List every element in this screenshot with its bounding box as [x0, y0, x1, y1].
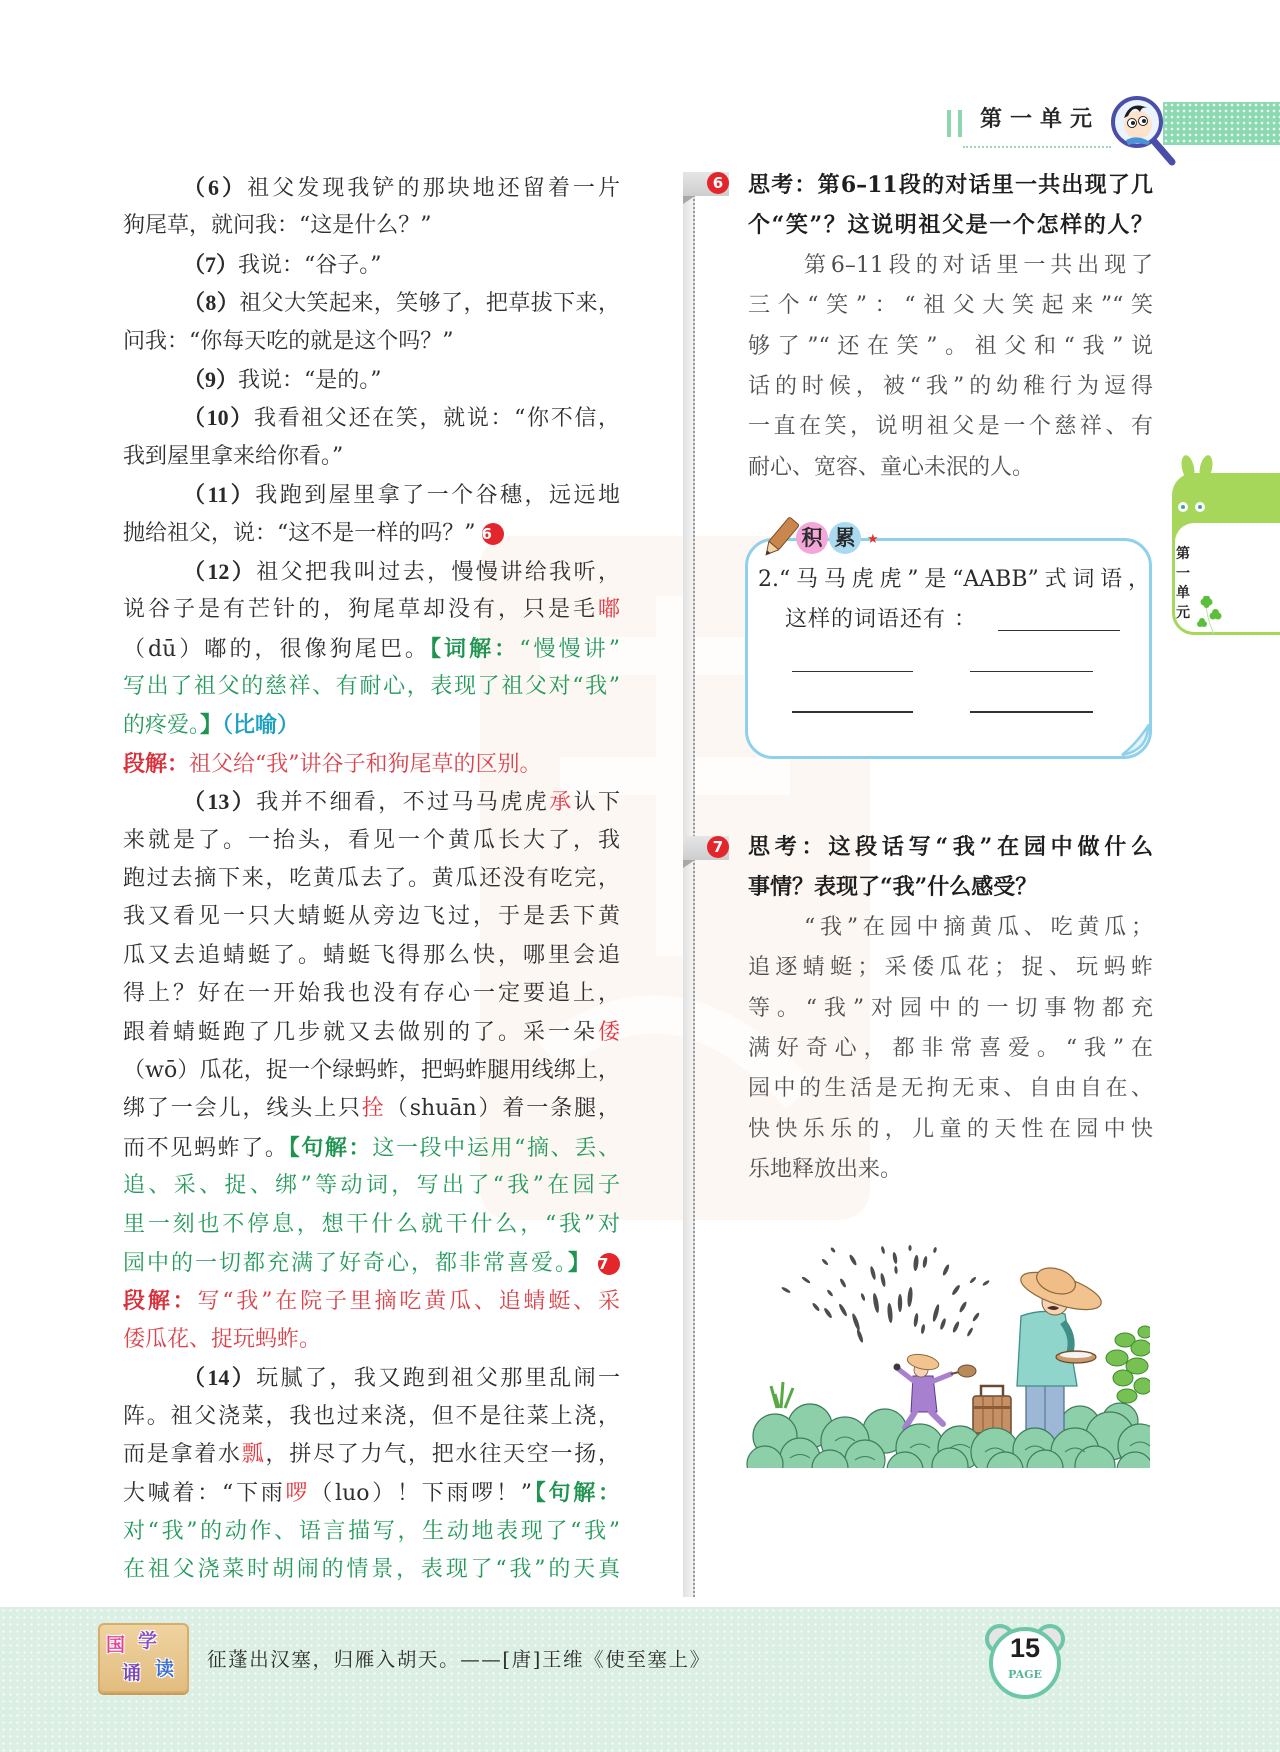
text-line: [123, 399, 620, 437]
paragraph-number: （13）: [183, 789, 257, 815]
annotation-text: 对“我”的动作、语言描写，生动地表现了“我”: [123, 1518, 620, 1544]
annotation-text: 里一刻也不停息，想干什么就干什么，“我”对: [123, 1211, 620, 1237]
question-line: 事情？表现了“我”什么感受？: [748, 874, 1038, 901]
text-line: [123, 476, 620, 514]
text-line: [123, 1014, 620, 1052]
badge-char: 学: [138, 1630, 158, 1652]
text: 得上？好在一开始我也没有存心一定要追上，: [123, 981, 620, 1007]
clover-icon: [1194, 596, 1224, 636]
text: 阵。祖父浇菜，我也过来浇，但不是往菜上浇，: [123, 1403, 620, 1429]
text: 我到屋里拿来给你看。”: [123, 443, 344, 469]
text: 来就是了。一抬头，看见一个黄瓜长大了，我: [123, 827, 620, 853]
paragraph-number: （11）: [183, 482, 256, 508]
bean-plant-icon: [1106, 1326, 1150, 1403]
star-icon: ★: [867, 532, 879, 547]
paragraph-number: （6）: [183, 175, 248, 200]
highlighted-char: 倭: [597, 1019, 620, 1045]
text: 祖父把我叫过去，慢慢讲给我听，: [256, 559, 620, 585]
text: 祖父大笑起来，笑够了，把草拔下来，: [239, 291, 620, 317]
text-line: [123, 783, 620, 821]
annotation-bracket: 】: [567, 1249, 592, 1276]
highlighted-char: 啰: [285, 1481, 311, 1507]
answer-line: 快快乐乐的，儿童的天性在园中快: [748, 1116, 1153, 1142]
text-line: [123, 668, 620, 706]
text: 我看祖父还在笑，就说：“你不信，: [253, 406, 620, 432]
text-line: [123, 1551, 620, 1589]
text: 我说：“谷子。”: [238, 252, 382, 278]
text: 大喊着：“下雨: [123, 1481, 286, 1507]
text: 而不见蚂蚱了。: [123, 1135, 289, 1161]
text: 我又看见一只大蜻蜓从旁边飞过，于是丢下黄: [123, 904, 620, 930]
text: （shuān）着一条腿，: [385, 1096, 620, 1122]
answer-line: 第6–11段的对话里一共出现了: [804, 252, 1153, 278]
answer-blank: [970, 671, 1093, 672]
side-tab-char: 单: [1176, 585, 1190, 601]
answer-line: 够了”“还在笑”。祖父和“我”说: [748, 333, 1153, 359]
question-line: 思考：第6–11段的对话里一共出现了几: [748, 172, 1153, 198]
text-line: [123, 553, 620, 591]
grandfather-watering-illustration: [745, 1236, 1150, 1468]
text-line: [123, 630, 620, 668]
accumulate-title-char: 积: [796, 522, 828, 554]
text-line: [123, 975, 620, 1013]
text: 问我：“你每天吃的就是这个吗？”: [123, 328, 454, 354]
text: 瓜又去追蜻蜓了。蜻蜓飞得那么快，哪里会追: [123, 942, 620, 968]
annotation-text: 的疼爱。: [123, 713, 201, 739]
accumulate-prompt: 这样的词语还有 ：: [785, 607, 977, 632]
text-line: [123, 246, 620, 284]
text-line: [123, 706, 620, 744]
annotation-text: “慢慢讲”: [519, 636, 620, 662]
badge-char: 诵: [122, 1662, 142, 1684]
text-line: [123, 323, 620, 361]
text-line: [123, 898, 620, 936]
page-curl-icon: [1118, 724, 1152, 758]
sentence-note-label: 【句解：: [532, 1480, 620, 1507]
badge-char: 读: [155, 1658, 175, 1680]
text-line: [123, 1398, 620, 1436]
header-dotted-rule: [963, 146, 1111, 148]
note-marker-7: 7: [707, 836, 729, 858]
text-line: [123, 591, 620, 629]
figure-of-speech-tag: （比喻）: [222, 712, 300, 739]
grass-icon: [771, 1382, 793, 1408]
unit-title: 第一单元: [980, 107, 1101, 132]
text-line: [123, 361, 620, 399]
text-line: [123, 937, 620, 975]
text: 跑过去摘下来，吃黄瓜去了。黄瓜还没有吃完，: [123, 866, 620, 892]
answer-line: 三个“笑”：“祖父大笑起来”“笑: [748, 293, 1153, 319]
answer-line: 等。“我”对园中的一切事物都充: [748, 995, 1153, 1021]
paragraph-number: （14）: [183, 1365, 257, 1391]
text-line: [123, 1359, 620, 1397]
text-line: [123, 1282, 620, 1320]
highlighted-char: 拴: [361, 1096, 386, 1122]
text: （wō）瓜花，捉一个绿蚂蚱，把蚂蚱腿用线绑上，: [123, 1057, 620, 1083]
note-marker-6: 6: [482, 523, 504, 545]
note-marker-7: 7: [598, 1253, 620, 1275]
paragraph-number: （12）: [183, 558, 257, 584]
answer-line: 一直在笑，说明祖父是一个慈祥、有: [748, 414, 1153, 440]
think-section-7: [748, 827, 1153, 1191]
text: 认下: [573, 790, 620, 816]
text-line: [123, 1474, 620, 1512]
side-tab-eye-icon: [1195, 502, 1205, 512]
side-tab-char: 第: [1176, 546, 1190, 562]
water-spray-icon: [781, 1245, 990, 1343]
child-figure: [894, 1352, 977, 1428]
annotation-text: 园中的一切都充满了好奇心，都非常喜爱。: [123, 1250, 568, 1276]
paragraph-number: （10）: [183, 405, 254, 431]
answer-line: 乐地释放出来。: [748, 1157, 903, 1183]
text: 玩腻了，我又跑到祖父那里乱闹一: [256, 1366, 620, 1392]
answer-line: 追逐蜻蜓；采倭瓜花；捉、玩蚂蚱: [748, 955, 1153, 981]
magnifier-mascot-icon: [1108, 92, 1180, 168]
text-line: [123, 745, 620, 783]
accumulate-title-char: 累: [829, 522, 861, 554]
paragraph-note-text: 倭瓜花、捉玩蚂蚱。: [123, 1326, 322, 1352]
text: 跟着蜻蜓跑了几步就又去做别的了。采一朵: [123, 1019, 598, 1045]
think-section-6: [748, 165, 1153, 488]
header-accent-bar: [958, 110, 962, 137]
text: ，拼尽了力气，把水往天空一扬，: [265, 1441, 620, 1467]
text-line: [123, 1436, 620, 1474]
text-line: [123, 207, 620, 245]
text: 而是拿着水: [123, 1441, 242, 1467]
note-marker-6: 6: [707, 172, 729, 194]
paragraph-note-label: 段解：: [123, 750, 190, 777]
text-line: [123, 1167, 620, 1205]
header-accent-bar: [947, 110, 951, 137]
answer-line: 园中的生活是无拘无束、自由自在、: [748, 1076, 1153, 1102]
text-line: [123, 515, 620, 553]
text-line: [123, 1129, 620, 1167]
classical-poem-quote: 征蓬出汉塞，归雁入胡天。——[唐]王维《使至塞上》: [207, 1648, 711, 1671]
text-line: [123, 1244, 620, 1282]
answer-line: 话的时候，被“我”的幼稚行为逗得: [748, 373, 1153, 399]
side-tab-char: 一: [1176, 565, 1190, 582]
header-banner: [1163, 102, 1280, 145]
side-tab-label: [1175, 545, 1191, 623]
text-line: [123, 1513, 620, 1551]
text: 我说：“是的。”: [238, 367, 382, 393]
main-text-column: [123, 169, 620, 1589]
answer-blank: [970, 711, 1093, 713]
paragraph-note-label: 段解：: [123, 1288, 198, 1315]
annotation-text: 这一段中运用“摘、丢、: [372, 1135, 620, 1161]
text-line: [123, 1321, 620, 1359]
text-line: [123, 1090, 620, 1128]
question-line: 思考：这段话写“我”在园中做什么: [748, 834, 1153, 860]
page-number: 15: [1009, 1633, 1041, 1663]
accumulate-question: 2.“马马虎虎”是“AABB”式词语，: [758, 567, 1150, 592]
answer-line: 满好奇心，都非常喜爱。“我”在: [748, 1035, 1153, 1061]
pencil-icon: [760, 516, 800, 562]
annotation-bracket: 】: [200, 712, 223, 739]
text-line: [123, 284, 620, 322]
page-label: PAGE: [1008, 1668, 1042, 1681]
side-tab-eye-icon: [1178, 502, 1188, 512]
text-line: [123, 822, 620, 860]
text-line: [123, 169, 620, 207]
annotation-text: 追、采、捉、绑”等动词，写出了“我”在园子: [123, 1173, 620, 1199]
text-line: [123, 1206, 620, 1244]
paragraph-note-text: 祖父给“我”讲谷子和狗尾草的区别。: [189, 751, 542, 777]
sentence-note-label: 【句解：: [288, 1134, 373, 1161]
paragraph-number: （8）: [183, 290, 240, 316]
column-divider: [683, 172, 695, 1597]
text: 祖父发现我铲的那块地还留着一片: [247, 176, 620, 201]
text: 绑了一会儿，线头上只: [123, 1096, 362, 1122]
paragraph-number: （9）: [183, 366, 239, 392]
question-line: 个“笑”？这说明祖父是一个怎样的人？: [748, 212, 1153, 239]
word-note-label: 【词解：: [429, 635, 520, 662]
paragraph-note-text: 写“我”在院子里摘吃黄瓜、追蜻蜓、采: [197, 1289, 620, 1315]
highlighted-char: 嘟: [597, 597, 620, 623]
text: 狗尾草，就问我：“这是什么？”: [123, 213, 432, 239]
answer-blank: [792, 711, 913, 713]
text: （dū）嘟的，很像狗尾巴。: [123, 636, 430, 662]
badge-char: 国: [106, 1634, 126, 1656]
side-tab-char: 元: [1176, 604, 1190, 621]
text: 抛给祖父，说：“这不是一样的吗？”: [123, 520, 476, 546]
text-line: [123, 1052, 620, 1090]
answer-line: “我”在园中摘黄瓜、吃黄瓜；: [804, 914, 1153, 940]
text-line: [123, 860, 620, 898]
text: 我并不细看，不过马马虎虎: [256, 790, 550, 816]
answer-line: 耐心、宽容、童心未泯的人。: [748, 454, 1035, 480]
page-footer: [0, 1607, 1280, 1752]
paragraph-number: （7）: [183, 251, 239, 277]
answer-blank: [998, 630, 1120, 631]
annotation-text: 写出了祖父的慈祥、有耐心，表现了祖父对“我”: [123, 674, 620, 700]
text: 说谷子是有芒针的，狗尾草却没有，只是毛: [123, 597, 598, 623]
text-line: [123, 438, 620, 476]
text: 我跑到屋里拿了一个谷穗，远远地: [255, 483, 620, 509]
highlighted-char: 瓢: [241, 1441, 266, 1467]
text: （luo）！下雨啰！”: [310, 1481, 532, 1507]
answer-blank: [792, 671, 913, 672]
highlighted-char: 承: [549, 790, 574, 816]
annotation-text: 在祖父浇菜时胡闹的情景，表现了“我”的天真: [123, 1557, 620, 1583]
